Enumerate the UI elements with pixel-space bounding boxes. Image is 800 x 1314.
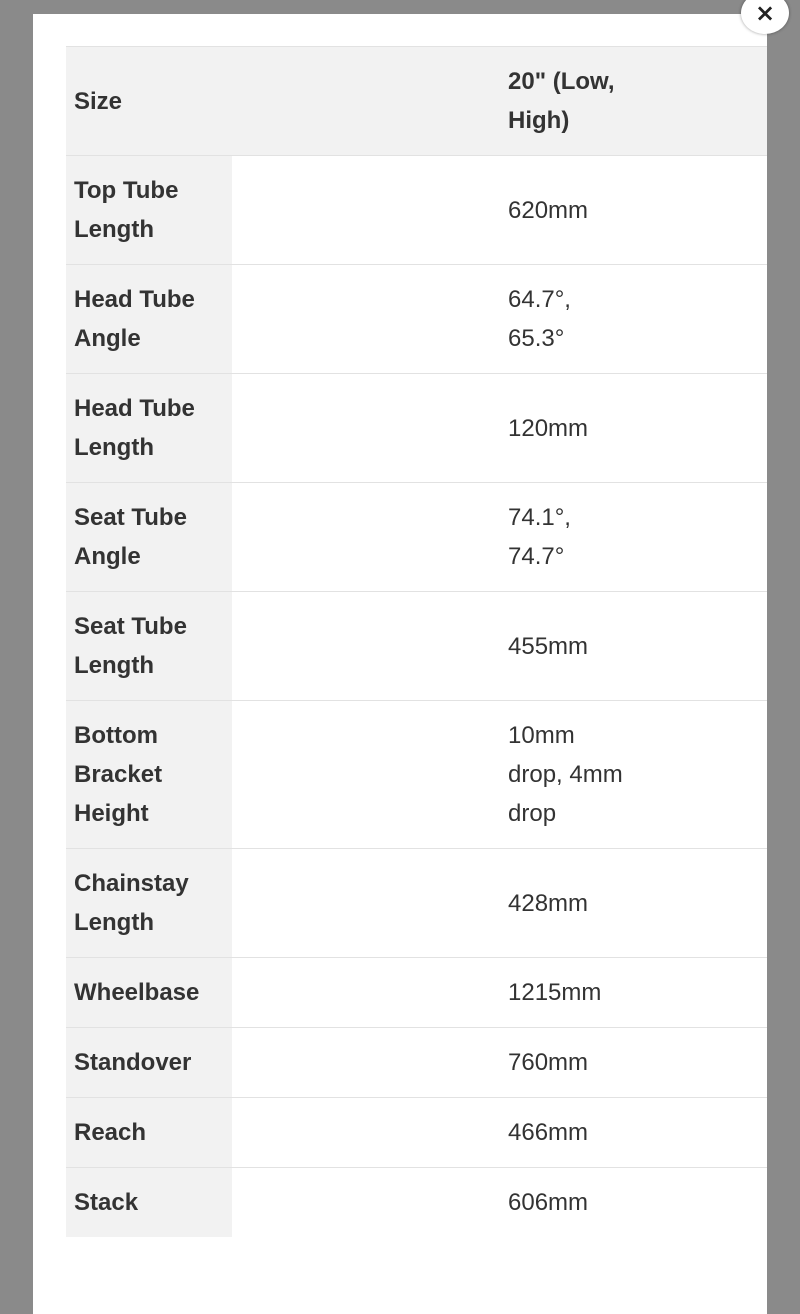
row-label: Wheelbase (66, 958, 232, 1028)
table-cell (366, 592, 500, 701)
table-cell (232, 156, 366, 265)
table-cell (634, 1098, 767, 1168)
table-cell (634, 701, 767, 849)
row-label: Seat Tube Length (66, 592, 232, 701)
header-size: Size (66, 47, 232, 156)
table-row (66, 592, 767, 701)
table-row (66, 156, 767, 265)
table-cell (366, 1028, 500, 1098)
table-row (66, 1028, 767, 1098)
row-label: Head Tube Angle (66, 265, 232, 374)
table-cell (232, 958, 366, 1028)
table-cell (366, 701, 500, 849)
table-header-row (66, 47, 767, 156)
table-cell (366, 156, 500, 265)
table-cell: 620mm (500, 156, 634, 265)
table-cell (232, 483, 366, 592)
header-size-20: 20" (Low, High) (500, 47, 634, 156)
table-row (66, 849, 767, 958)
row-label: Seat Tube Angle (66, 483, 232, 592)
table-cell (232, 1028, 366, 1098)
header-size-col-2 (366, 47, 500, 156)
table-cell (634, 1168, 767, 1238)
geometry-table (66, 46, 767, 1237)
table-cell (366, 958, 500, 1028)
table-cell: 428mm (500, 849, 634, 958)
header-size-col-1 (232, 47, 366, 156)
table-cell (232, 701, 366, 849)
table-row (66, 483, 767, 592)
row-label: Top Tube Length (66, 156, 232, 265)
table-cell (634, 265, 767, 374)
table-row (66, 265, 767, 374)
table-cell (232, 1098, 366, 1168)
table-row (66, 701, 767, 849)
row-label: Stack (66, 1168, 232, 1238)
close-icon[interactable]: × (741, 0, 789, 34)
table-cell (634, 374, 767, 483)
table-cell: 64.7°, 65.3° (500, 265, 634, 374)
table-cell: 120mm (500, 374, 634, 483)
table-cell (634, 1028, 767, 1098)
table-cell: 10mm drop, 4mm drop (500, 701, 634, 849)
table-cell: 606mm (500, 1168, 634, 1238)
table-cell (232, 265, 366, 374)
table-row (66, 958, 767, 1028)
table-cell: 760mm (500, 1028, 634, 1098)
table-row (66, 1098, 767, 1168)
table-cell (634, 156, 767, 265)
table-cell (634, 849, 767, 958)
header-size-col-4 (634, 47, 767, 156)
table-cell (366, 1168, 500, 1238)
row-label: Bottom Bracket Height (66, 701, 232, 849)
table-cell (366, 849, 500, 958)
table-row (66, 374, 767, 483)
table-cell (232, 592, 366, 701)
table-cell (366, 374, 500, 483)
row-label: Reach (66, 1098, 232, 1168)
row-label: Chainstay Length (66, 849, 232, 958)
table-cell (366, 265, 500, 374)
table-cell: 1215mm (500, 958, 634, 1028)
table-row (66, 1168, 767, 1238)
table-cell (232, 374, 366, 483)
table-cell (366, 483, 500, 592)
table-cell: 466mm (500, 1098, 634, 1168)
table-cell: 74.1°, 74.7° (500, 483, 634, 592)
table-cell (634, 592, 767, 701)
table-cell (634, 483, 767, 592)
table-cell (366, 1098, 500, 1168)
row-label: Head Tube Length (66, 374, 232, 483)
table-cell (634, 958, 767, 1028)
table-cell: 455mm (500, 592, 634, 701)
table-cell (232, 849, 366, 958)
row-label: Standover (66, 1028, 232, 1098)
table-cell (232, 1168, 366, 1238)
